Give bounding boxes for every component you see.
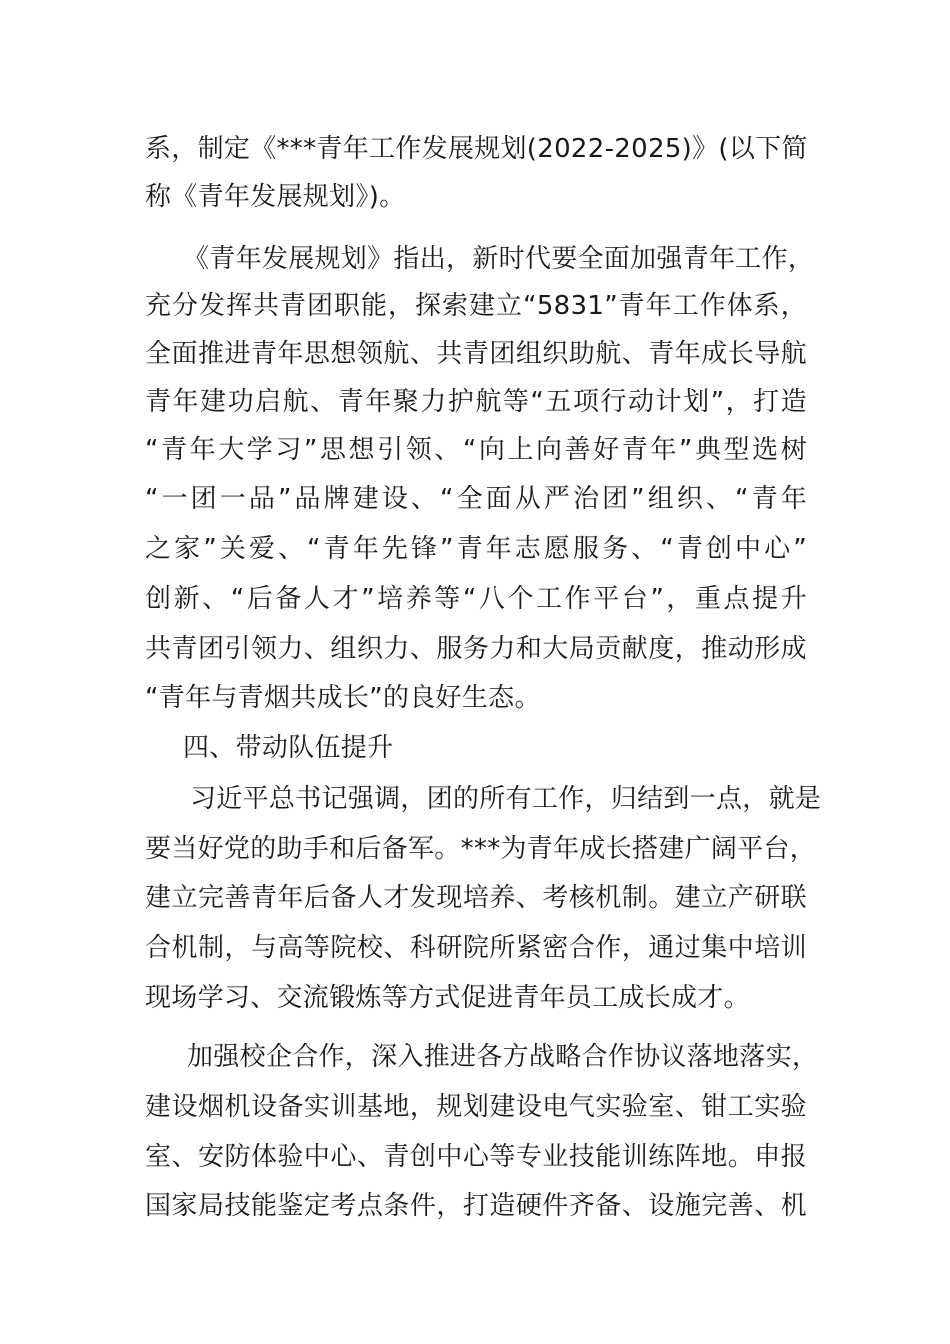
text-line: 之家”关爱、“青年先锋”青年志愿服务、“青创中心”	[145, 534, 807, 564]
text-line: 室、安防体验中心、青创中心等专业技能训练阵地。申报	[145, 1142, 807, 1172]
paragraph-first-line: 《青年发展规划》指出，新时代要全面加强青年工作，	[183, 244, 815, 274]
text-line: 合机制，与高等院校、科研院所紧密合作，通过集中培训	[145, 933, 807, 963]
text-line: 现场学习、交流锻炼等方式促进青年员工成长成才。	[145, 983, 750, 1013]
text-line: 要当好党的助手和后备军。***为青年成长搭建广阔平台，	[145, 834, 817, 864]
section-heading: 四、带动队伍提升	[183, 733, 394, 763]
text-line: 建立完善青年后备人才发现培养、考核机制。建立产研联	[145, 883, 807, 913]
text-line: 创新、“后备人才”培养等“八个工作平台”，重点提升	[145, 584, 807, 614]
text-line: “青年大学习”思想引领、“向上向善好青年”典型选树	[145, 435, 807, 465]
text-line: 国家局技能鉴定考点条件，打造硬件齐备、设施完善、机	[145, 1191, 807, 1221]
text-line: 全面推进青年思想领航、共青团组织助航、青年成长导航	[145, 339, 807, 369]
text-line: 充分发挥共青团职能，探索建立“5831”青年工作体系，	[145, 291, 807, 321]
text-line: 系，制定《***青年工作发展规划(2022-2025)》(以下简	[145, 134, 808, 164]
paragraph-first-line: 加强校企合作，深入推进各方战略合作协议落地落实，	[187, 1042, 819, 1072]
text-line: 青年建功启航、青年聚力护航等“五项行动计划”，打造	[145, 387, 807, 417]
paragraph-first-line: 习近平总书记强调，团的所有工作，归结到一点，就是	[190, 784, 822, 814]
text-line: “一团一品”品牌建设、“全面从严治团”组织、“青年	[145, 484, 807, 514]
text-line: 共青团引领力、组织力、服务力和大局贡献度，推动形成	[145, 634, 807, 664]
text-line: “青年与青烟共成长”的良好生态。	[145, 683, 541, 713]
text-line: 称《青年发展规划》)。	[145, 182, 406, 212]
text-line: 建设烟机设备实训基地，规划建设电气实验室、钳工实验	[145, 1092, 807, 1122]
